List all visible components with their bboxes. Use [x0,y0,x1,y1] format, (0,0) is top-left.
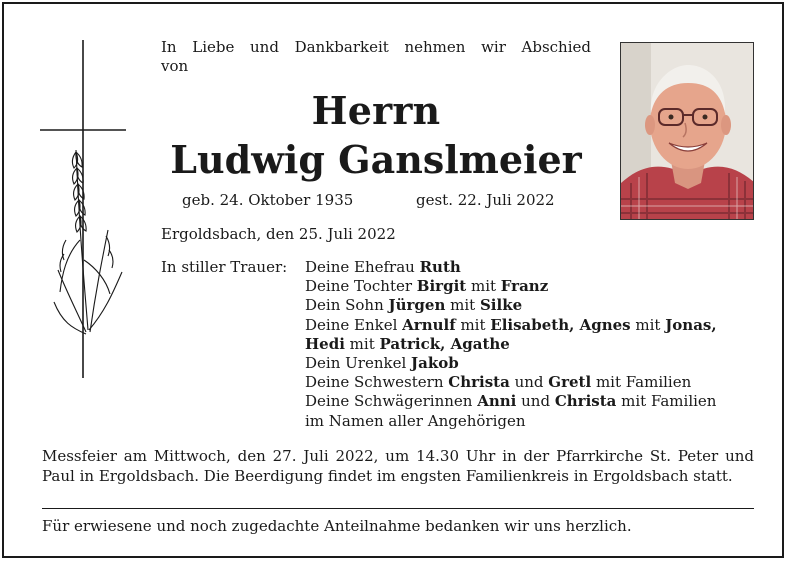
mourner-name: Patrick, Agathe [379,334,510,353]
deceased-name: Ludwig Ganslmeier [170,137,582,182]
mourner-name: Elisabeth, Agnes [490,315,631,334]
mourner-text: Deine Schwägerinnen [305,392,478,411]
mourners-list [305,258,755,431]
mourner-text: mit Familien [591,373,692,392]
mourning-label: In stiller Trauer: [161,258,288,276]
funeral-mass-text: Messfeier am Mittwoch, den 27. Juli 2022, um 14.30 Uhr in der Pfarrkirche St. Peter und Paul in Ergoldsbach. Die Beerdigung findet im engsten Familienkreis in Ergoldsbach statt. [42,447,754,485]
mourner-text: Deine Schwestern [305,373,449,392]
obituary-card [2,2,784,558]
mourner-line [305,412,755,431]
mourner-name: Hedi [305,334,345,353]
mourner-text: mit [344,334,380,353]
mourner-name: Silke [479,296,523,315]
mourner-name: Arnulf [402,315,456,334]
mourner-line [305,354,755,373]
mourner-line [305,335,755,354]
mourner-text: mit [455,315,491,334]
mourner-name: Christa [448,373,510,392]
intro-line: In Liebe und Dankbarkeit nehmen wir Abschied [161,38,591,56]
mourner-text: und [509,373,549,392]
mourner-text: mit [630,315,666,334]
salutation: Herrn [311,88,441,133]
cross-with-wheat-icon [36,40,132,380]
death-date: gest. 22. Juli 2022 [416,191,555,209]
mourner-name: Franz [500,277,549,296]
intro-line-2: von [161,57,189,75]
mourner-line [305,277,755,296]
mourner-name: Ruth [419,258,461,276]
place-and-date: Ergoldsbach, den 25. Juli 2022 [161,225,396,243]
mourner-text: mit [445,296,480,315]
mourner-text: Dein Sohn [305,296,389,315]
mourner-line [305,316,755,335]
mourner-line [305,373,755,392]
mourner-line [305,258,755,277]
mourner-text: mit [466,277,501,296]
mourner-name: Anni [477,392,517,411]
mourner-text: mit Familien [616,392,717,411]
mourner-text: und [516,392,555,411]
birth-date: geb. 24. Oktober 1935 [182,191,354,209]
mourner-name: Gretl [548,373,592,392]
mourner-name: Christa [554,392,617,411]
mourner-text: Deine Ehefrau [305,258,420,276]
mourner-line [305,392,755,411]
divider [42,508,754,509]
mourner-text: Deine Tochter [305,277,417,296]
portrait-photo [620,42,754,220]
thanks-text: Für erwiesene und noch zugedachte Anteilnahme bedanken wir uns herzlich. [42,517,632,535]
mourner-line [305,296,755,315]
mourner-name: Jonas, [665,315,717,334]
mourner-name: Jürgen [388,296,446,315]
mourner-name: Jakob [411,354,459,373]
mourner-text: Deine Enkel [305,315,403,334]
portrait-image [621,43,754,220]
mourner-name: Birgit [416,277,467,296]
mourner-text: Dein Urenkel [305,354,412,373]
mourner-text: im Namen aller Angehörigen [305,411,526,430]
